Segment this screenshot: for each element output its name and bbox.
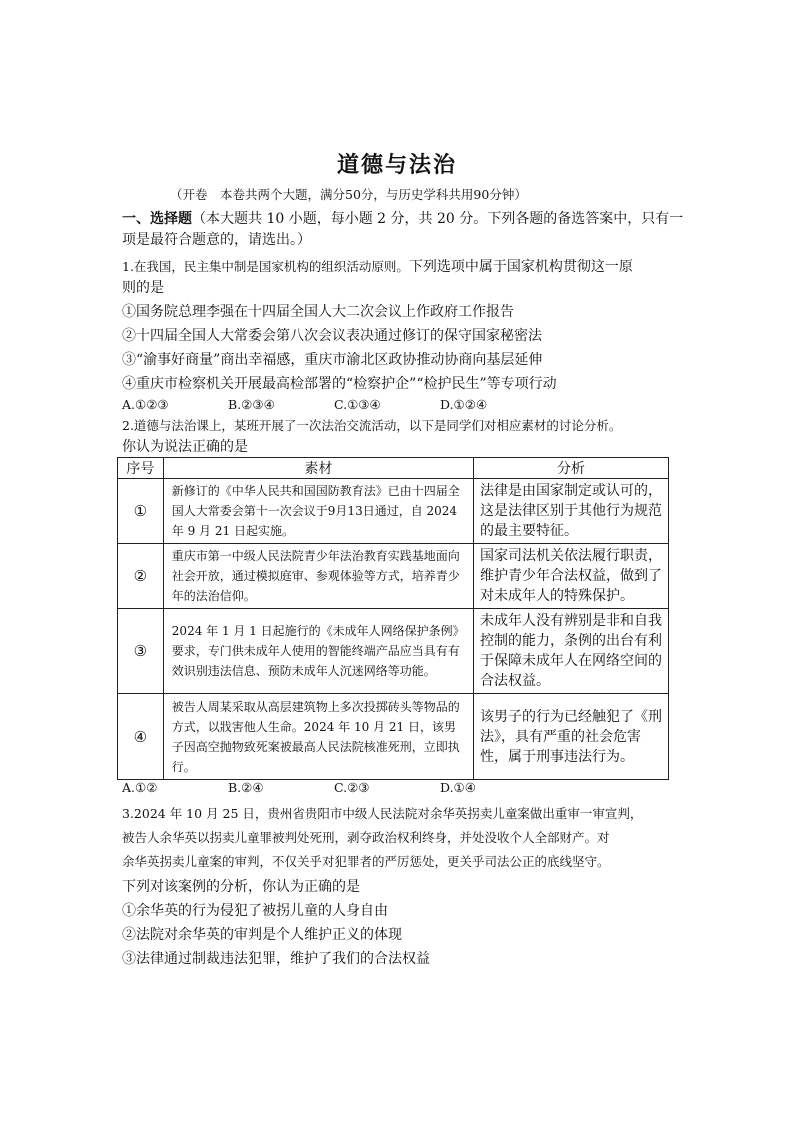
question-3-item: ③法律通过制裁违法犯罪，维护了我们的合法权益 [122, 951, 430, 967]
material-cell: 2024 年 1 月 1 日起施行的《未成年人网络保护条例》要求，专门供未成年人使用的智能终端产品应当具有有效识别违法信息、预防未成年人沉迷网络等功能。 [163, 609, 473, 694]
question-1-stem-part: 下列选项中属于国家机构贯彻这一原 [408, 259, 633, 275]
option-a[interactable]: A.①② [122, 780, 158, 795]
column-header: 分析 [474, 458, 669, 479]
material-cell: 被告人周某采取从高层建筑物上多次投掷砖头等物品的方式，以戕害他人生命。2024 年 10 月 21 日，该男子因高空抛物致死案被最高人民法院核准死刑，立即执行。 [163, 694, 473, 780]
section-heading [122, 208, 683, 228]
table-row [118, 544, 669, 609]
question-3-item: ①余华英的行为侵犯了被拐儿童的人身自由 [122, 903, 388, 919]
row-number: ② [118, 544, 164, 609]
option-b[interactable]: B.②④ [228, 780, 264, 795]
question-1-stem-part: 1.在我国，民主集中制是国家机构的组织活动原则。 [122, 259, 409, 274]
question-1-options [122, 397, 546, 412]
question-3-stem: 下列对该案例的分析，你认为正确的是 [122, 879, 360, 895]
option-a[interactable]: A.①②③ [122, 397, 169, 412]
question-1-item: ④重庆市检察机关开展最高检部署的“检察护企”“检护民生”等专项行动 [122, 376, 557, 392]
analysis-cell: 法律是由国家制定或认可的，这是法律区别于其他行为规范的最主要特征。 [474, 479, 669, 544]
question-1-item: ③“渝事好商量”商出幸福感，重庆市渝北区政协推动协商向基层延伸 [122, 352, 543, 368]
page-title: 道德与法治 [336, 152, 457, 178]
question-1-item: ①国务院总理李强在十四届全国人大二次会议上作政府工作报告 [122, 304, 514, 320]
row-number: ④ [118, 694, 164, 780]
table-row [118, 609, 669, 694]
question-1-item: ②十四届全国人大常委会第八次会议表决通过修订的保守国家秘密法 [122, 328, 542, 344]
question-3-item: ②法院对余华英的审判是个人维护正义的体现 [122, 927, 402, 943]
question-3-stem: 余华英拐卖儿童案的审判，不仅关乎对犯罪者的严厉惩处，更关乎司法公正的底线坚守。 [122, 854, 610, 869]
analysis-cell: 国家司法机关依法履行职责，维护青少年合法权益，做到了对未成年人的特殊保护。 [474, 544, 669, 609]
question-2-stem: 2.道德与法治课上，某班开展了一次法治交流活动，以下是同学们对相应素材的讨论分析。 [122, 418, 622, 433]
option-c[interactable]: C.①③④ [334, 397, 381, 412]
analysis-cell: 未成年人没有辨别是非和自我控制的能力，条例的出台有利于保障未成年人在网络空间的合法权益。 [474, 609, 669, 694]
table-row [118, 694, 669, 780]
question-1-stem-cont: 则的是 [122, 280, 164, 296]
option-b[interactable]: B.②③④ [228, 397, 275, 412]
exam-instructions: （开卷 本卷共两个大题，满分50分，与历史学科共用90分钟） [170, 187, 527, 202]
material-cell: 重庆市第一中级人民法院青少年法治教育实践基地面向社会开放，通过模拟庭审、参观体验等方式，培养青少年的法治信仰。 [163, 544, 473, 609]
question-2-stem-cont: 你认为说法正确的是 [122, 439, 248, 455]
section-description-cont: 项是最符合题意的，请选出。） [122, 232, 311, 248]
table-row [118, 479, 669, 544]
table-header-row [118, 458, 669, 479]
column-header: 素材 [163, 458, 473, 479]
row-number: ③ [118, 609, 164, 694]
option-d[interactable]: D.①④ [440, 780, 476, 795]
row-number: ① [118, 479, 164, 544]
column-header: 序号 [118, 458, 164, 479]
option-d[interactable]: D.①②④ [440, 397, 488, 412]
question-2-options [122, 780, 546, 795]
analysis-cell: 该男子的行为已经触犯了《刑法》，具有严重的社会危害性，属于刑事违法行为。 [474, 694, 669, 780]
material-cell: 新修订的《中华人民共和国国防教育法》已由十四届全国人大常委会第十一次会议于9月13日通过，自 2024 年 9 月 21 日起实施。 [163, 479, 473, 544]
material-analysis-table [117, 457, 669, 780]
question-3-stem: 被告人余华英以拐卖儿童罪被判处死刑，剥夺政治权利终身，并处没收个人全部财产。对 [122, 830, 610, 845]
section-label: 一、选择题 [122, 211, 192, 227]
section-description: （本大题共 10 小题，每小题 2 分，共 20 分。下列各题的备选答案中，只有一 [192, 211, 684, 227]
question-3-stem: 3.2024 年 10 月 25 日，贵州省贵阳市中级人民法院对余华英拐卖儿童案做出重审一审宣判， [122, 806, 643, 821]
question-1-stem [122, 256, 633, 276]
option-c[interactable]: C.②③ [334, 780, 370, 795]
